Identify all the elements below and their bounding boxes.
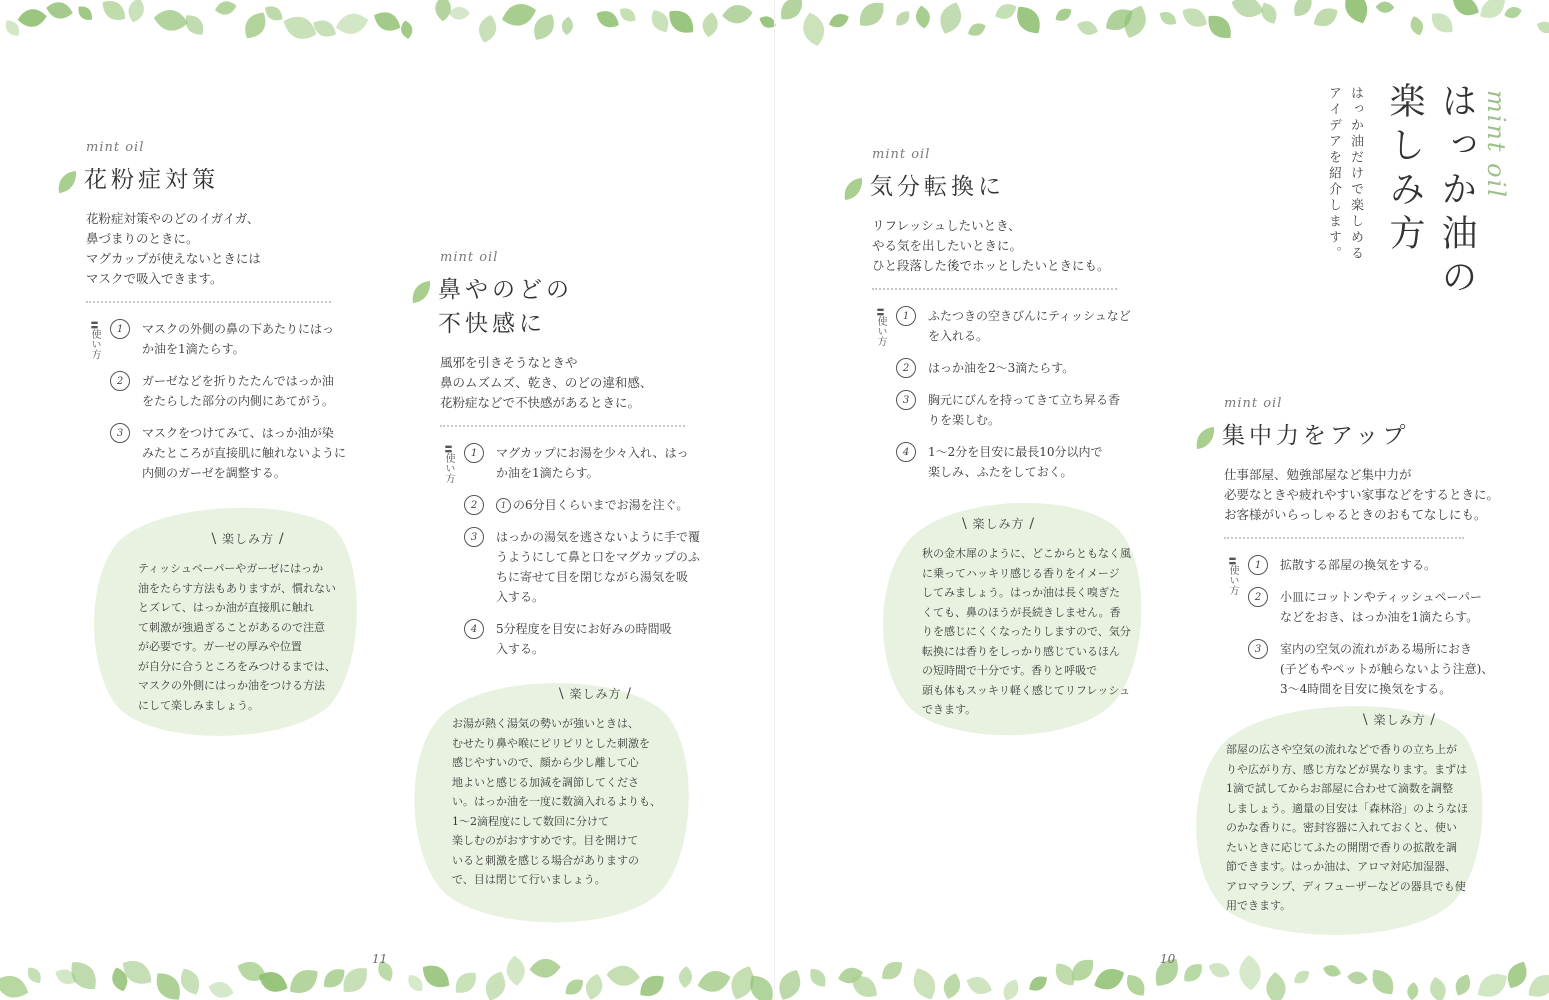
howto-label: 〓 使い方 [440, 445, 454, 671]
leaf-decoration [152, 7, 189, 33]
leaf-decoration [17, 8, 48, 29]
leaf-decoration [1406, 982, 1419, 1000]
leaf-decoration [529, 958, 562, 979]
section-tag: mint oil [1224, 396, 1283, 411]
leaf-decoration [1408, 14, 1425, 37]
leaf-decoration [1179, 959, 1206, 986]
leaf-decoration [45, 0, 75, 21]
page-number-left: 11 [372, 952, 388, 966]
leaf-decoration [207, 979, 236, 1000]
leaf-icon [56, 169, 78, 195]
leaf-decoration [404, 971, 426, 995]
leaf-decoration [647, 6, 673, 36]
leaf-decoration [908, 964, 941, 1000]
tip-bubble-hana [402, 675, 694, 925]
leaf-decoration [98, 0, 130, 26]
leaf-decoration [1426, 8, 1457, 38]
leaf-decoration [417, 959, 454, 993]
tip-text: 部屋の広さや空気の流れなどで香りの立ち上が りや広がり方、感じ方などが異なります。まずは 1滴で試してからお部屋に合わせて滴数を調整 しましょう。適量の目安は「森林浴」のようなほ のかな香りに。密封容器に入れておくと、使い たいときに応じてふたの開閉で香りの拡散を調 節できます。はっか油は、アロマ対応加湿器、 アロマランプ、ディフューザーなどの器具でも使 用できます。 [1226, 743, 1468, 912]
page-title-script: mint oil [1482, 90, 1510, 199]
leaf-decoration [827, 11, 852, 31]
leaf-decoration [24, 964, 45, 986]
leaf-decoration [176, 965, 204, 998]
leaf-decoration [1122, 970, 1150, 1000]
dotted-divider [86, 301, 331, 303]
leaf-decoration [606, 964, 641, 987]
step-number: 3 [110, 423, 130, 443]
leaf-decoration [583, 972, 605, 1000]
tip-title: \ 楽しみ方 / [558, 686, 632, 702]
leaf-decoration [280, 11, 321, 44]
page-subtitle-line: はっか油だけで楽しめる [1348, 86, 1363, 262]
leaf-decoration [800, 10, 828, 48]
page-title-line: 楽しみ方 [1384, 82, 1425, 258]
leaf-decoration [806, 965, 830, 991]
leaf-decoration [721, 3, 753, 24]
leaf-decoration [1427, 975, 1448, 1000]
step-ref-number: 1 [496, 498, 511, 513]
section-tag: mint oil [872, 147, 931, 162]
step-number: 1 [896, 306, 916, 326]
section-intro: 仕事部屋、勉強部屋など集中力が 必要なときや疲れやすい家事などをするときに。 お客様がいらっしゃるときのおもてなしにも。 [1224, 467, 1500, 522]
leaf-decoration [562, 975, 588, 999]
dotted-divider [440, 425, 685, 427]
leaf-decoration [593, 7, 622, 32]
step-number: 3 [464, 527, 484, 547]
leaf-decoration [1452, 972, 1474, 999]
page-subtitle-line: アイデアを紹介します。 [1326, 86, 1341, 262]
leaf-decoration [678, 966, 693, 989]
leaf-decoration [941, 971, 964, 1000]
tip-bubble-kibun [874, 495, 1146, 740]
step-item: 3 胸元にびんを持ってきて立ち昇る香 りを楽しむ。 [896, 390, 1131, 430]
page-title-line: はっか油の [1436, 82, 1477, 302]
tip-title: \ 楽しみ方 / [1362, 712, 1436, 728]
step-item: 4 5分程度を目安にお好みの時間吸 入する。 [464, 619, 700, 659]
step-number: 2 [1248, 587, 1268, 607]
step-item: 2 1 の6分目くらいまでお湯を注ぐ。 [464, 495, 700, 515]
leaf-decoration [966, 20, 989, 39]
step-item: 1 ふたつきの空きびんにティッシュなど を入れる。 [896, 306, 1131, 346]
leaf-decoration [1503, 5, 1523, 20]
page-gutter [774, 0, 775, 1000]
tip-text: ティッシュペーパーやガーゼにはっか 油をたらす方法もありますが、慣れない とズレて、はっか油が直接肌に触れ て刺激が強過ぎることがあるので注意 が必要です。ガーゼの厚みや位置 が自分に合うところをみつけるまでは、 マスクの外側にはっか油をつける方法 にして楽しみましょう。 [138, 562, 336, 712]
leaf-decoration [1206, 959, 1232, 981]
step-item: 2 はっか油を2〜3滴たらす。 [896, 358, 1131, 378]
leaf-decoration [476, 13, 499, 44]
tip-bubble-shuchu [1190, 697, 1488, 937]
leaf-decoration [448, 7, 469, 20]
steps-list [1248, 555, 1494, 711]
leaf-decoration [695, 967, 733, 995]
step-item: 3 はっかの湯気を逃さないように手で覆 うようにして鼻と口をマグカップのふ ちに寄せて目を閉じながら湯気を吸 入する。 [464, 527, 700, 607]
leaf-decoration [1000, 977, 1023, 1000]
leaf-decoration [1178, 3, 1211, 32]
leaf-decoration [310, 16, 339, 41]
leaf-decoration [1366, 964, 1399, 999]
leaf-decoration [936, 0, 966, 37]
tip-text: 秋の金木犀のように、どこからともなく風 に乗ってハッキリ感じる香りをイメージ してみましょう。はっか油は長く嗅ぎた くても、鼻のほうが長続きしません。香 りを感じにくくなったりしますので、気分 転換には香りをしっかり感じているほん の短時間で十分です。香りと呼吸で 頭も体もスッキリ軽く感じてリフレッシュ できます。 [922, 547, 1131, 716]
leaf-decoration [775, 0, 808, 25]
step-item: 1 マスクの外側の鼻の下あたりにはっ か油を1滴たらす。 [110, 319, 346, 359]
leaf-decoration [1375, 1, 1394, 13]
leaf-decoration [701, 11, 720, 38]
steps-list [110, 319, 346, 495]
dotted-divider [872, 288, 1117, 290]
step-number: 4 [896, 442, 916, 462]
leaf-decoration [334, 10, 371, 37]
leaf-decoration [435, 0, 451, 21]
section-title: 花粉症対策 [84, 167, 219, 193]
step-number: 2 [464, 495, 484, 515]
step-number: 2 [110, 371, 130, 391]
leaf-decoration [853, 0, 889, 32]
leaf-decoration [1238, 954, 1262, 991]
step-item: 3 室内の空気の流れがある場所におき (子どもやペットが触らないよう注意)、 3〜4時間を目安に換気をする。 [1248, 639, 1494, 699]
section-tag: mint oil [440, 250, 499, 265]
leaf-decoration [1053, 5, 1075, 24]
leaf-decoration [450, 967, 481, 998]
leaf-decoration [1321, 963, 1342, 979]
leaf-icon [410, 279, 432, 305]
leaf-icon [842, 176, 864, 202]
leaf-decoration [1090, 964, 1127, 995]
leaf-decoration [892, 8, 913, 29]
leaf-decoration [1449, 0, 1482, 20]
leaf-decoration [370, 7, 404, 35]
leaf-decoration [505, 955, 526, 987]
leaf-decoration [617, 5, 639, 26]
leaf-decoration [1472, 967, 1512, 1000]
section-kafun [56, 140, 347, 495]
step-number: 1 [464, 443, 484, 463]
leaf-decoration [1265, 972, 1286, 1000]
step-number: 1 [1248, 555, 1268, 575]
leaf-decoration [0, 971, 32, 1000]
howto-label: 〓 使い方 [872, 308, 886, 494]
section-intro: リフレッシュしたいとき、 やる気を出したいときに。 ひと段落した後でホッとしたいときにも。 [872, 218, 1110, 273]
leaf-decoration [1026, 972, 1051, 994]
leaf-decoration [150, 967, 187, 1000]
leaf-decoration [214, 0, 238, 17]
leaf-decoration [126, 0, 147, 24]
section-shuchu [1194, 396, 1500, 711]
leaf-decoration [635, 970, 669, 1000]
page-subtitle [1322, 86, 1366, 262]
leaf-decoration [877, 957, 906, 985]
steps-list [464, 443, 700, 671]
leaf-decoration [774, 966, 806, 1000]
leaf-decoration [914, 5, 931, 30]
step-number: 1 [110, 319, 130, 339]
leaf-decoration [1475, 0, 1509, 24]
leaf-decoration [992, 0, 1019, 23]
dotted-divider [1224, 537, 1464, 539]
leaf-decoration [1340, 0, 1373, 27]
leaf-decoration [284, 963, 323, 999]
step-number: 4 [464, 619, 484, 639]
leaf-decoration [499, 0, 539, 30]
step-item: 1 拡散する部屋の換気をする。 [1248, 555, 1494, 575]
section-hana [410, 250, 701, 671]
step-item: 2 小皿にコットンやティッシュペーパー などをおき、はっか油を1滴たらす。 [1248, 587, 1494, 627]
leaf-decoration [1523, 969, 1549, 1000]
leaf-decoration [561, 16, 574, 36]
step-item: 1 マグカップにお湯を少々入れ、はっ か油を1滴たらす。 [464, 443, 700, 483]
leaf-decoration [481, 968, 509, 1000]
leaf-decoration [1157, 8, 1180, 28]
leaf-decoration [663, 4, 699, 39]
leaf-decoration [964, 973, 995, 998]
step-number: 3 [896, 390, 916, 410]
page-number-right: 10 [1160, 952, 1176, 966]
howto-label: 〓 使い方 [1224, 557, 1238, 711]
section-tag: mint oil [86, 140, 145, 155]
step-item: 2 ガーゼなどを折りたたんではっか油 をたらした部分の内側にあてがう。 [110, 371, 346, 411]
leaf-decoration [1229, 0, 1266, 21]
leaf-decoration [1289, 0, 1317, 21]
leaf-decoration [1535, 19, 1549, 36]
step-item: 3 マスクをつけてみて、はっか油が染 みたところが直接肌に触れないように 内側のガーゼを調整する。 [110, 423, 346, 483]
leaf-decoration [1075, 18, 1100, 38]
section-kibun [842, 147, 1131, 494]
section-intro: 花粉症対策やのどのイガイガ、 鼻づまりのときに。 マグカップが使えないときには マスクで吸入できます。 [86, 211, 261, 286]
leaf-decoration [1291, 967, 1312, 987]
leaf-icon [1194, 425, 1216, 451]
section-title: 鼻やのどの 不快感に [438, 277, 573, 337]
leaf-decoration [1347, 970, 1369, 985]
leaf-decoration [1202, 10, 1237, 45]
section-title: 気分転換に [870, 174, 1005, 200]
section-intro: 風邪を引きそうなときや 鼻のムズムズ、乾き、のどの違和感、 花粉症などで不快感があるときに。 [440, 355, 653, 410]
step-number: 2 [896, 358, 916, 378]
leaf-decoration [1258, 0, 1281, 27]
howto-label: 〓 使い方 [86, 321, 100, 495]
leaf-decoration [1503, 958, 1532, 992]
leaf-decoration [1310, 3, 1342, 31]
steps-list [896, 306, 1131, 494]
tip-title: \ 楽しみ方 / [211, 531, 285, 547]
tip-title: \ 楽しみ方 / [962, 516, 1036, 532]
step-item: 4 1〜2分を目安に最長10分以内で 楽しみ、ふたをしておく。 [896, 442, 1131, 482]
leaf-decoration [75, 3, 96, 24]
page-title [1378, 82, 1482, 302]
section-title: 集中力をアップ [1222, 423, 1410, 449]
tip-bubble-kafun [88, 502, 360, 740]
step-number: 3 [1248, 639, 1268, 659]
leaf-decoration [400, 20, 414, 40]
tip-text: お湯が熱く湯気の勢いが強いときは、 むせたり鼻や喉にピリピリとした刺激を 感じやすいので、顔から少し離して心 地よいと感じる加減を調節してくださ い。はっか油を一度に数滴入れるよりも、 1〜2滴程度にして数回に分けて 楽しむのがおすすめです。目を開けて いると刺激を感じる場合がありますの で、目は閉じて行いましょう。 [452, 717, 661, 886]
leaf-decoration [757, 13, 778, 30]
